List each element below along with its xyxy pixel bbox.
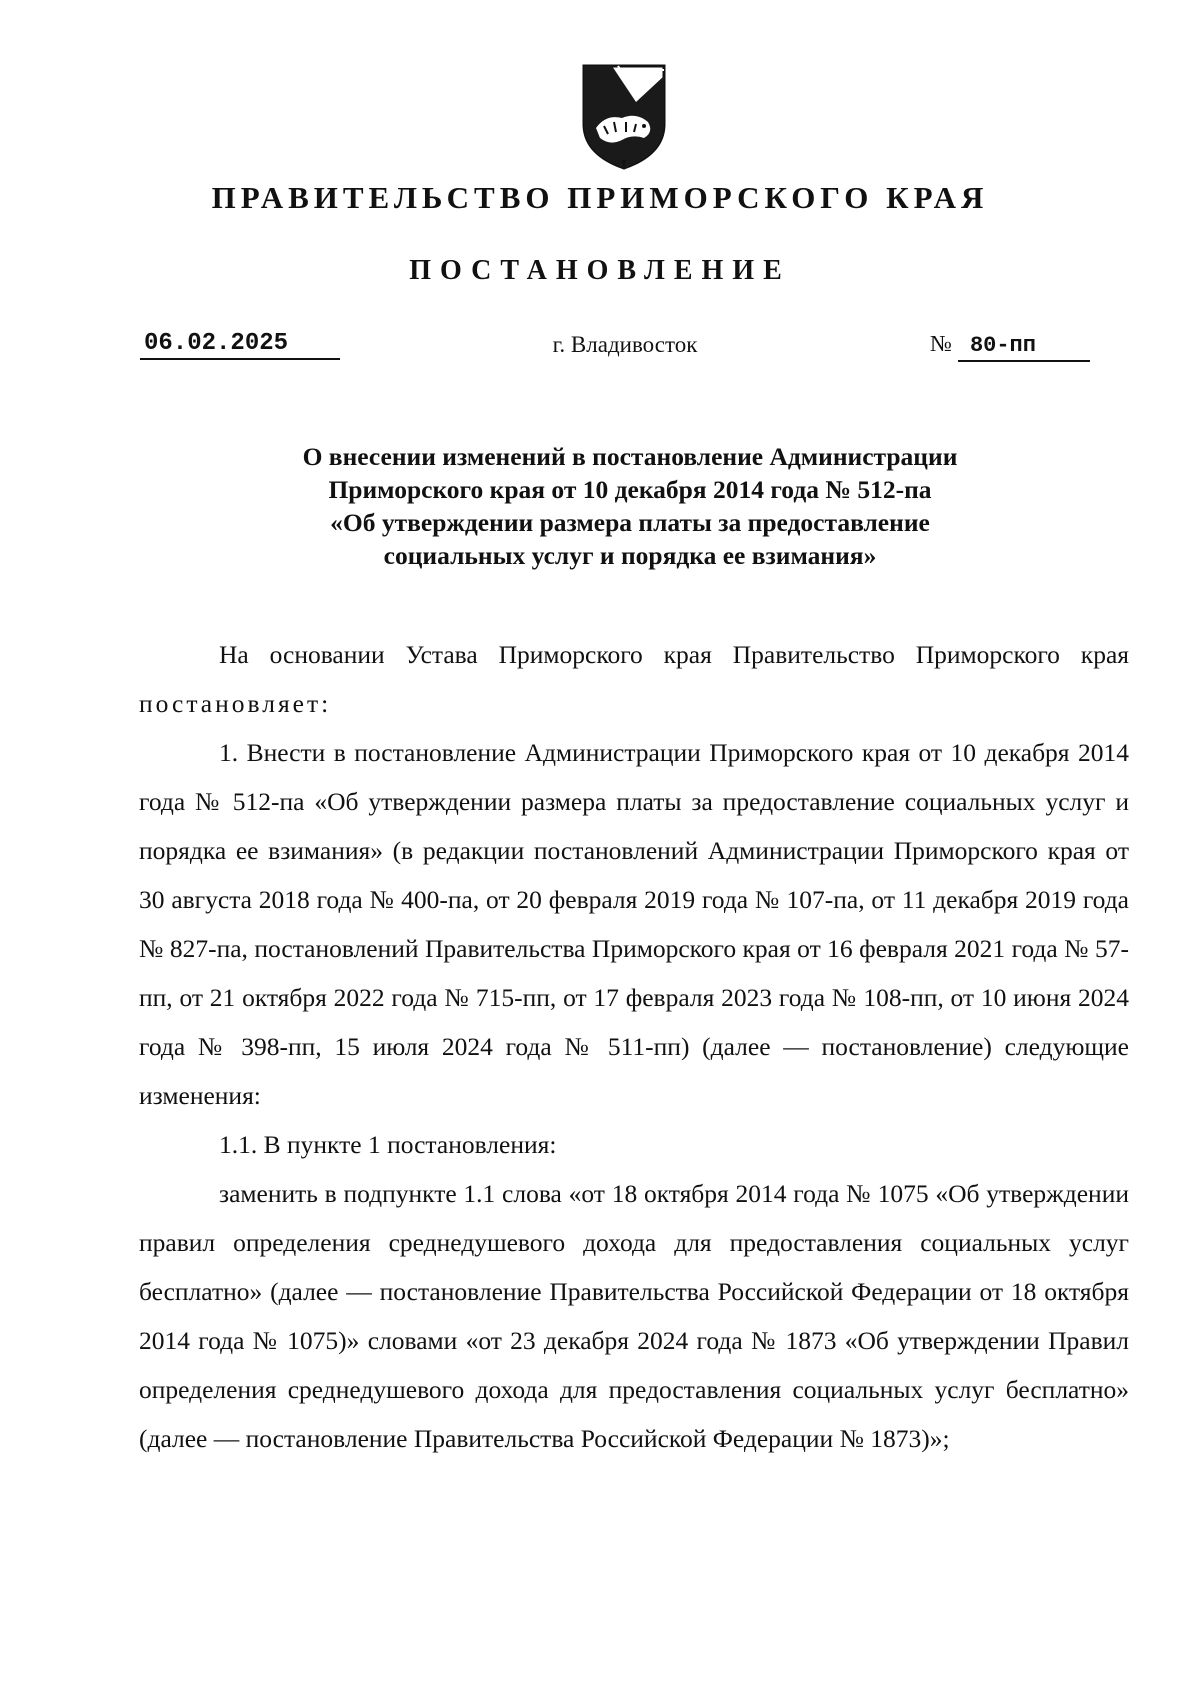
document-place: г. Владивосток (552, 332, 698, 357)
subject-line: «Об утверждении размера платы за предоставление (330, 508, 930, 537)
document-number: 80-пп (958, 332, 1090, 362)
paragraph-1: 1. Внести в постановление Администрации Приморского края от 10 декабря 2014 года № 512-па «Об утверждении размера платы за предоставление социальных услуг и порядка ее взимания» (в редакции постановлений Администрации Приморского края от 30 августа 2018 года № 400-па, от 20 февраля 2019 года № 107-па, от 11 декабря 2019 года № 827-па, постановлений Правительства Приморского края от 16 февраля 2021 года № 57-пп, от 21 октября 2022 года № 715-пп, от 17 февраля 2023 года № 108-пп, от 10 июня 2024 года № 398-пп, 15 июля 2024 года № 511-пп) (далее — постановление) следующие изменения: (139, 738, 1129, 1110)
subject-line: О внесении изменений в постановление Администрации (302, 442, 958, 471)
document-date: 06.02.2025 (140, 330, 340, 360)
subject-line: социальных услуг и порядка ее взимания» (383, 541, 877, 570)
intro-text: На основании Устава Приморского края Правительство Приморского края (219, 640, 1129, 669)
decree-word: постановляет: (139, 689, 332, 718)
paragraph-1-1: 1.1. В пункте 1 постановления: (219, 1130, 557, 1159)
coat-of-arms-icon (578, 62, 670, 172)
document-body (139, 630, 1129, 1463)
number-prefix: № (930, 331, 952, 356)
document-type: ПОСТАНОВЛЕНИЕ (409, 255, 791, 286)
subject-line: Приморского края от 10 декабря 2014 года № 512-па (328, 475, 932, 504)
document-subject (200, 440, 1060, 572)
organization-title: ПРАВИТЕЛЬСТВО ПРИМОРСКОГО КРАЯ (211, 180, 989, 215)
paragraph-replace: заменить в подпункте 1.1 слова «от 18 октября 2014 года № 1075 «Об утверждении правил определения среднедушевого дохода для предоставления социальных услуг бесплатно» (далее — постановление Правительства Российской Федерации от 18 октября 2014 года № 1075)» словами «от 23 декабря 2024 года № 1873 «Об утверждении Правил определения среднедушевого дохода для предоставления социальных услуг бесплатно» (далее — постановление Правительства Российской Федерации № 1873)»; (139, 1179, 1129, 1453)
intro-paragraph (139, 630, 1129, 728)
document-number-field (930, 330, 1110, 362)
